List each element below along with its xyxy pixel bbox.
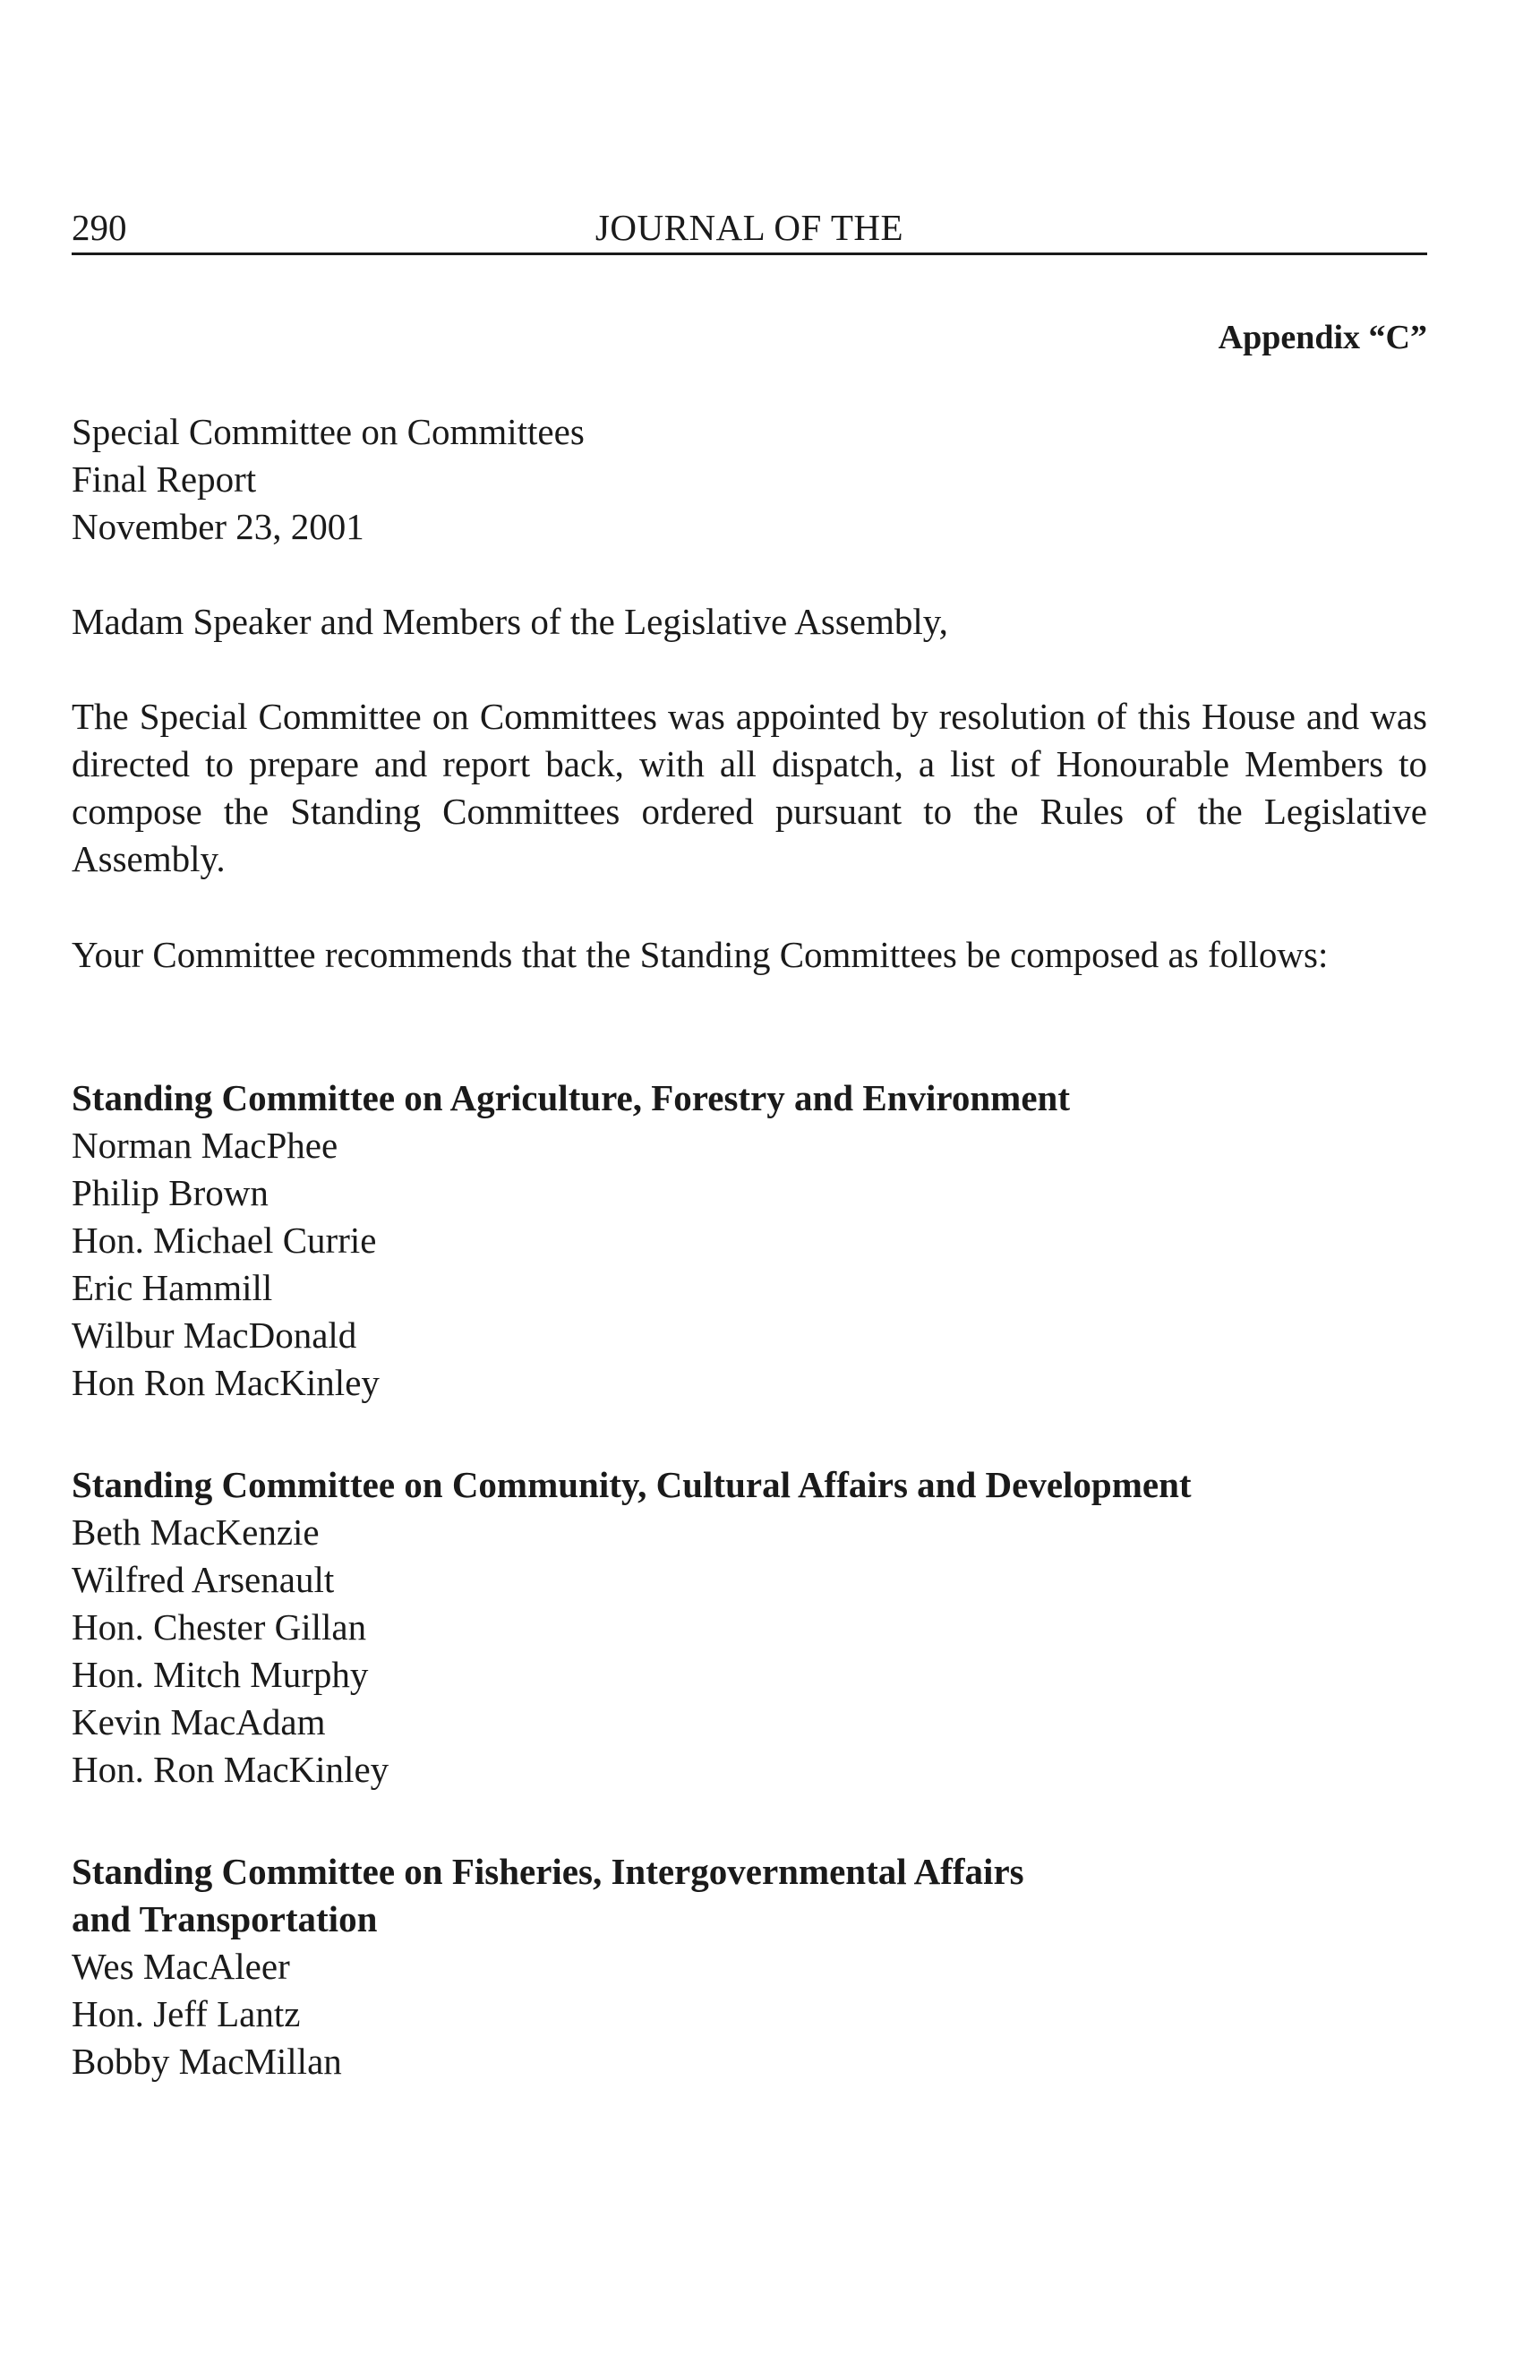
- committee-member: Kevin MacAdam: [72, 1701, 326, 1742]
- report-type: Final Report: [72, 458, 257, 500]
- committee-community: [72, 1461, 1427, 1794]
- running-head: [72, 202, 1427, 253]
- committee-member: Eric Hammill: [72, 1267, 273, 1308]
- committee-title: Standing Committee on Community, Cultural Affairs and Development: [72, 1464, 1192, 1505]
- committee-member: Philip Brown: [72, 1172, 269, 1213]
- committee-member: Hon. Chester Gillan: [72, 1606, 367, 1648]
- committee-agriculture: [72, 1074, 1427, 1407]
- page-number: 290: [72, 207, 127, 248]
- committee-member: Hon. Mitch Murphy: [72, 1654, 369, 1695]
- committee-member: Wes MacAleer: [72, 1946, 290, 1987]
- intro-paragraph: The Special Committee on Committees was appointed by resolution of this House and was directed to prepare and report back, with all dispatch, a list of Honourable Members to compose the Standing Committees ordered pursuant to the Rules of the Legislative Assembly.: [72, 696, 1427, 879]
- committee-member: Wilfred Arsenault: [72, 1559, 335, 1600]
- committee-member: Hon. Ron MacKinley: [72, 1749, 389, 1790]
- journal-title: JOURNAL OF THE: [595, 207, 904, 248]
- committee-member: Bobby MacMillan: [72, 2041, 342, 2082]
- committee-member: Norman MacPhee: [72, 1125, 338, 1166]
- committee-title: Standing Committee on Fisheries, Intergovernmental Affairs: [72, 1851, 1024, 1892]
- committee-title: Standing Committee on Agriculture, Forestry and Environment: [72, 1077, 1070, 1118]
- header-rule: [72, 253, 1427, 255]
- committee-member: Beth MacKenzie: [72, 1511, 320, 1553]
- appendix-label: Appendix “C”: [1218, 319, 1427, 356]
- committee-member: Wilbur MacDonald: [72, 1314, 357, 1356]
- salutation: Madam Speaker and Members of the Legislative Assembly,: [72, 601, 948, 642]
- report-heading: [72, 408, 1427, 551]
- committee-title-continued: and Transportation: [72, 1898, 378, 1939]
- report-date: November 23, 2001: [72, 506, 364, 547]
- committee-member: Hon. Jeff Lantz: [72, 1993, 301, 2034]
- recommendation-paragraph: Your Committee recommends that the Standing Committees be composed as follows:: [72, 934, 1329, 975]
- committee-member: Hon. Michael Currie: [72, 1220, 377, 1261]
- report-committee-name: Special Committee on Committees: [72, 411, 585, 452]
- committee-member: Hon Ron MacKinley: [72, 1362, 380, 1403]
- committee-fisheries: [72, 1848, 1427, 2085]
